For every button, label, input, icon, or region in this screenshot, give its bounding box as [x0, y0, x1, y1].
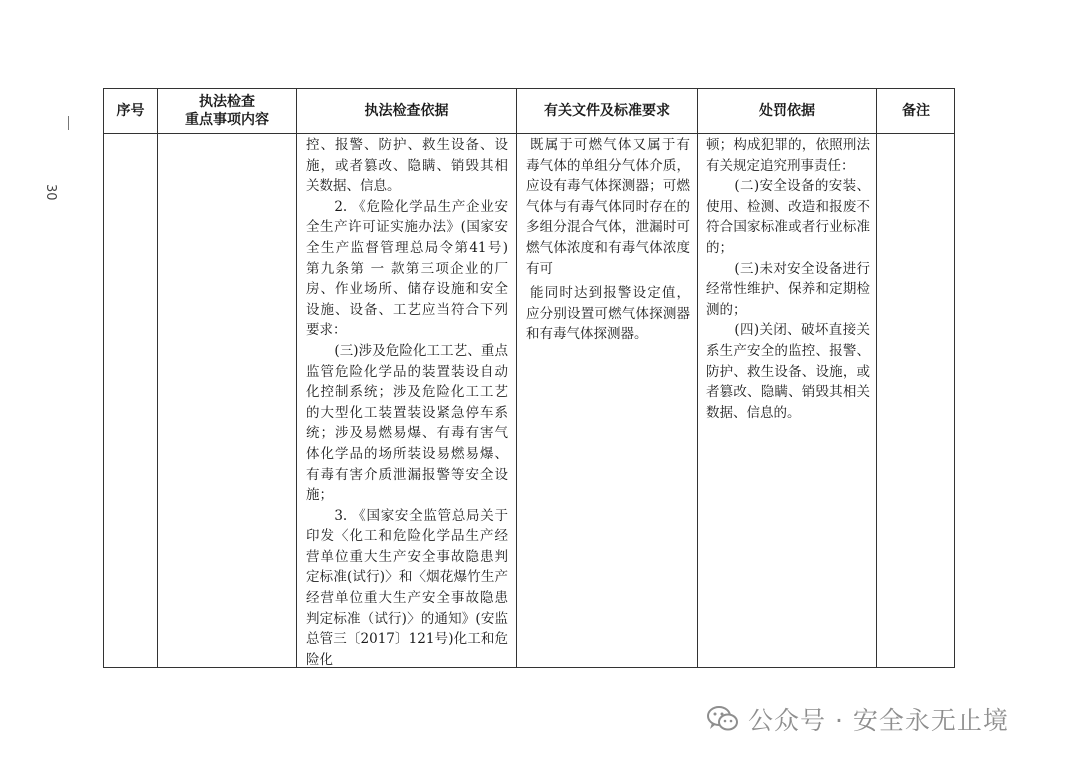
basis-paragraph: 控、报警、防护、救生设备、设施，或者篡改、隐瞒、销毁其相关数据、信息。 — [306, 137, 508, 195]
wechat-icon — [706, 704, 740, 734]
penalty-paragraph: (三)未对安全设备进行经常性维护、保养和定期检测的； — [706, 260, 870, 318]
column-divider — [516, 89, 517, 667]
basis-cell — [306, 135, 508, 670]
docs-cell — [526, 135, 690, 345]
header-seq: 序号 — [116, 103, 145, 119]
header-basis: 执法检查依据 — [364, 103, 449, 119]
header-items-line2: 重点事项内容 — [185, 112, 269, 128]
page-edge-mark — [68, 116, 69, 130]
column-divider — [157, 89, 158, 667]
docs-paragraph: 能同时达到报警设定值，应分别设置可燃气体探测器和有毒气体探测器。 — [526, 285, 690, 343]
docs-paragraph: 既属于可燃气体又属于有毒气体的单组分气体介质，应设有毒气体探测器；可燃气体与有毒气体同时存在的多组分混合气体，泄漏时可燃气体浓度和有毒气体浓度有可 — [526, 137, 690, 277]
header-divider — [104, 133, 954, 134]
penalty-cell — [706, 135, 870, 423]
penalty-paragraph: 顿；构成犯罪的，依照刑法有关规定追究刑事责任： — [706, 137, 870, 174]
penalty-paragraph: (二)安全设备的安装、使用、检测、改造和报废不符合国家标准或者行业标准的； — [706, 178, 870, 256]
header-notes: 备注 — [902, 103, 930, 119]
header-docs: 有关文件及标准要求 — [544, 103, 670, 119]
page-number: 30 — [43, 184, 58, 201]
penalty-paragraph: (四)关闭、破坏直接关系生产安全的监控、报警、防护、救生设备、设施，或者篡改、隐瞒、销毁其相关数据、信息的。 — [706, 322, 870, 421]
header-items — [158, 89, 296, 133]
column-divider — [697, 89, 698, 667]
basis-paragraph: (三)涉及危险化工工艺、重点监管危险化学品的装置装设自动化控制系统；涉及危险化工工艺的大型化工装置装设紧急停车系统；涉及易燃易爆、有毒有害气体化学品的场所装设易燃易爆、有毒有害介质泄漏报警等安全设施； — [306, 342, 508, 504]
header-penalty: 处罚依据 — [759, 103, 815, 119]
watermark — [706, 702, 1009, 736]
column-divider — [876, 89, 877, 667]
watermark-text: 公众号 · 安全永无止境 — [748, 706, 1009, 735]
basis-paragraph: 2. 《危险化学品生产企业安全生产许可证实施办法》(国家安全生产监督管理总局令第41号) 第九条第 一 款第三项企业的厂房、作业场所、储存设施和安全设施、设备、工艺应当符合下列要求： — [306, 198, 508, 339]
column-divider — [296, 89, 297, 667]
header-items-line1: 执法检查 — [199, 94, 255, 110]
inspection-table — [103, 88, 955, 668]
basis-paragraph: 3. 《国家安全监管总局关于印发〈化工和危险化学品生产经营单位重大生产安全事故隐患判定标准(试行)〉和〈烟花爆竹生产经营单位重大生产安全事故隐患判定标准（试行)〉的通知》(安监总管三〔2017〕121号)化工和危险化 — [306, 507, 508, 668]
